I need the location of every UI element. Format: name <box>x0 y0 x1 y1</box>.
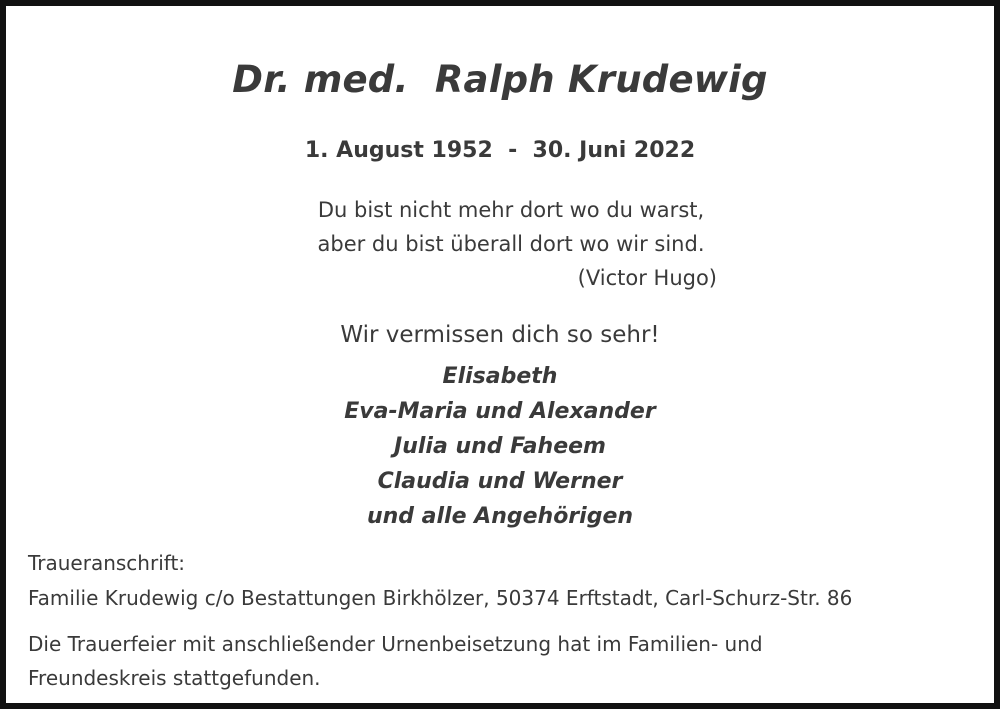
mourner-name: Eva-Maria und Alexander <box>344 399 656 424</box>
address-line: Familie Krudewig c/o Bestattungen Birkhölzer, 50374 Erftstadt, Carl-Schurz-Str. 86 <box>28 586 853 610</box>
miss-line: Wir vermissen dich so sehr! <box>340 322 660 348</box>
deceased-name: Dr. med. Ralph Krudewig <box>232 58 768 101</box>
quote-line-1: Du bist nicht mehr dort wo du warst, <box>317 198 705 222</box>
ceremony-note-line-2: Freundeskreis stattgefunden. <box>28 666 321 690</box>
quote-author: (Victor Hugo) <box>577 266 717 290</box>
mourner-name: Julia und Faheem <box>394 434 606 459</box>
mourner-name: Elisabeth <box>442 364 558 389</box>
life-dates: 1. August 1952 - 30. Juni 2022 <box>304 138 696 163</box>
mourner-name: Claudia und Werner <box>377 469 623 494</box>
quote-line-2: aber du bist überall dort wo wir sind. <box>317 232 705 256</box>
mourner-name: und alle Angehörigen <box>366 504 634 529</box>
address-label: Traueranschrift: <box>28 551 186 575</box>
ceremony-note-line-1: Die Trauerfeier mit anschließender Urnenbeisetzung hat im Familien- und <box>28 632 763 656</box>
